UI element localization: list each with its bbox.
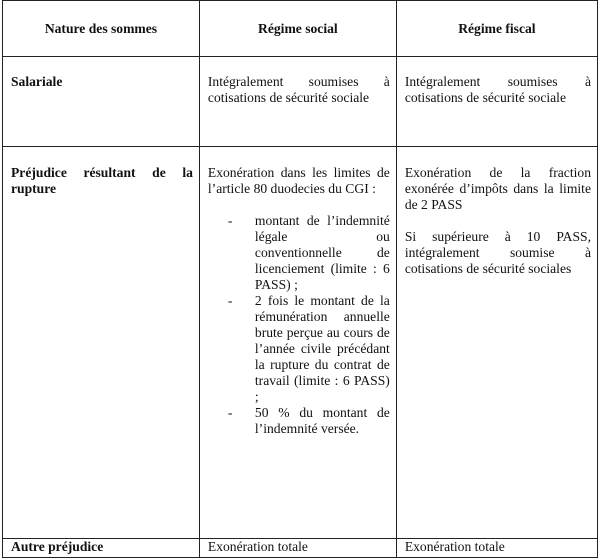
list-item-text: montant de l’indemnité légale ou conventionnelle de licenciement (limite : 6 PASS) ; [254, 213, 390, 292]
fiscal-paragraph-2: Si supérieure à 10 PASS, intégralement soumise à cotisations de sécurité sociales [404, 229, 591, 276]
fiscal-paragraph-1: Exonération de la fraction exonérée d’impôts dans la limite de 2 PASS [404, 165, 591, 212]
dash-bullet: - [227, 293, 233, 308]
list-item [208, 213, 390, 293]
list-item-text: 50 % du montant de l’indemnité versée. [254, 405, 390, 436]
social-intro-text: Exonération dans les limites de l’article 80 duodecies du CGI : [207, 165, 390, 196]
social-exemption-list [208, 213, 390, 437]
cell-social-prejudice-rupture [199, 147, 396, 539]
table-row [3, 147, 598, 539]
table-row [3, 539, 598, 558]
dash-bullet: - [227, 405, 233, 420]
cell-social-autre-prejudice: Exonération totale [199, 539, 396, 558]
tax-regime-table [2, 0, 598, 558]
header-fiscal-regime: Régime fiscal [396, 1, 597, 57]
cell-fiscal-prejudice-rupture [396, 147, 597, 539]
header-row [3, 1, 598, 57]
dash-bullet: - [227, 213, 233, 228]
row-label-autre-prejudice: Autre préjudice [3, 539, 200, 558]
row-label-prejudice-rupture: Préjudice résultant de la rupture [3, 147, 200, 539]
table-row [3, 57, 598, 147]
cell-fiscal-autre-prejudice: Exonération totale [396, 539, 597, 558]
cell-social-salariale: Intégralement soumises à cotisations de sécurité sociale [199, 57, 396, 147]
list-item [208, 293, 390, 405]
cell-fiscal-salariale: Intégralement soumises à cotisations de sécurité sociale [396, 57, 597, 147]
row-label-salariale: Salariale [3, 57, 200, 147]
list-item [208, 405, 390, 437]
header-nature: Nature des sommes [3, 1, 200, 57]
list-item-text: 2 fois le montant de la rémunération annuelle brute perçue au cours de l’année civile précédant la rupture du contrat de travail (limite : 6 PASS) ; [254, 293, 390, 404]
header-social-regime: Régime social [199, 1, 396, 57]
